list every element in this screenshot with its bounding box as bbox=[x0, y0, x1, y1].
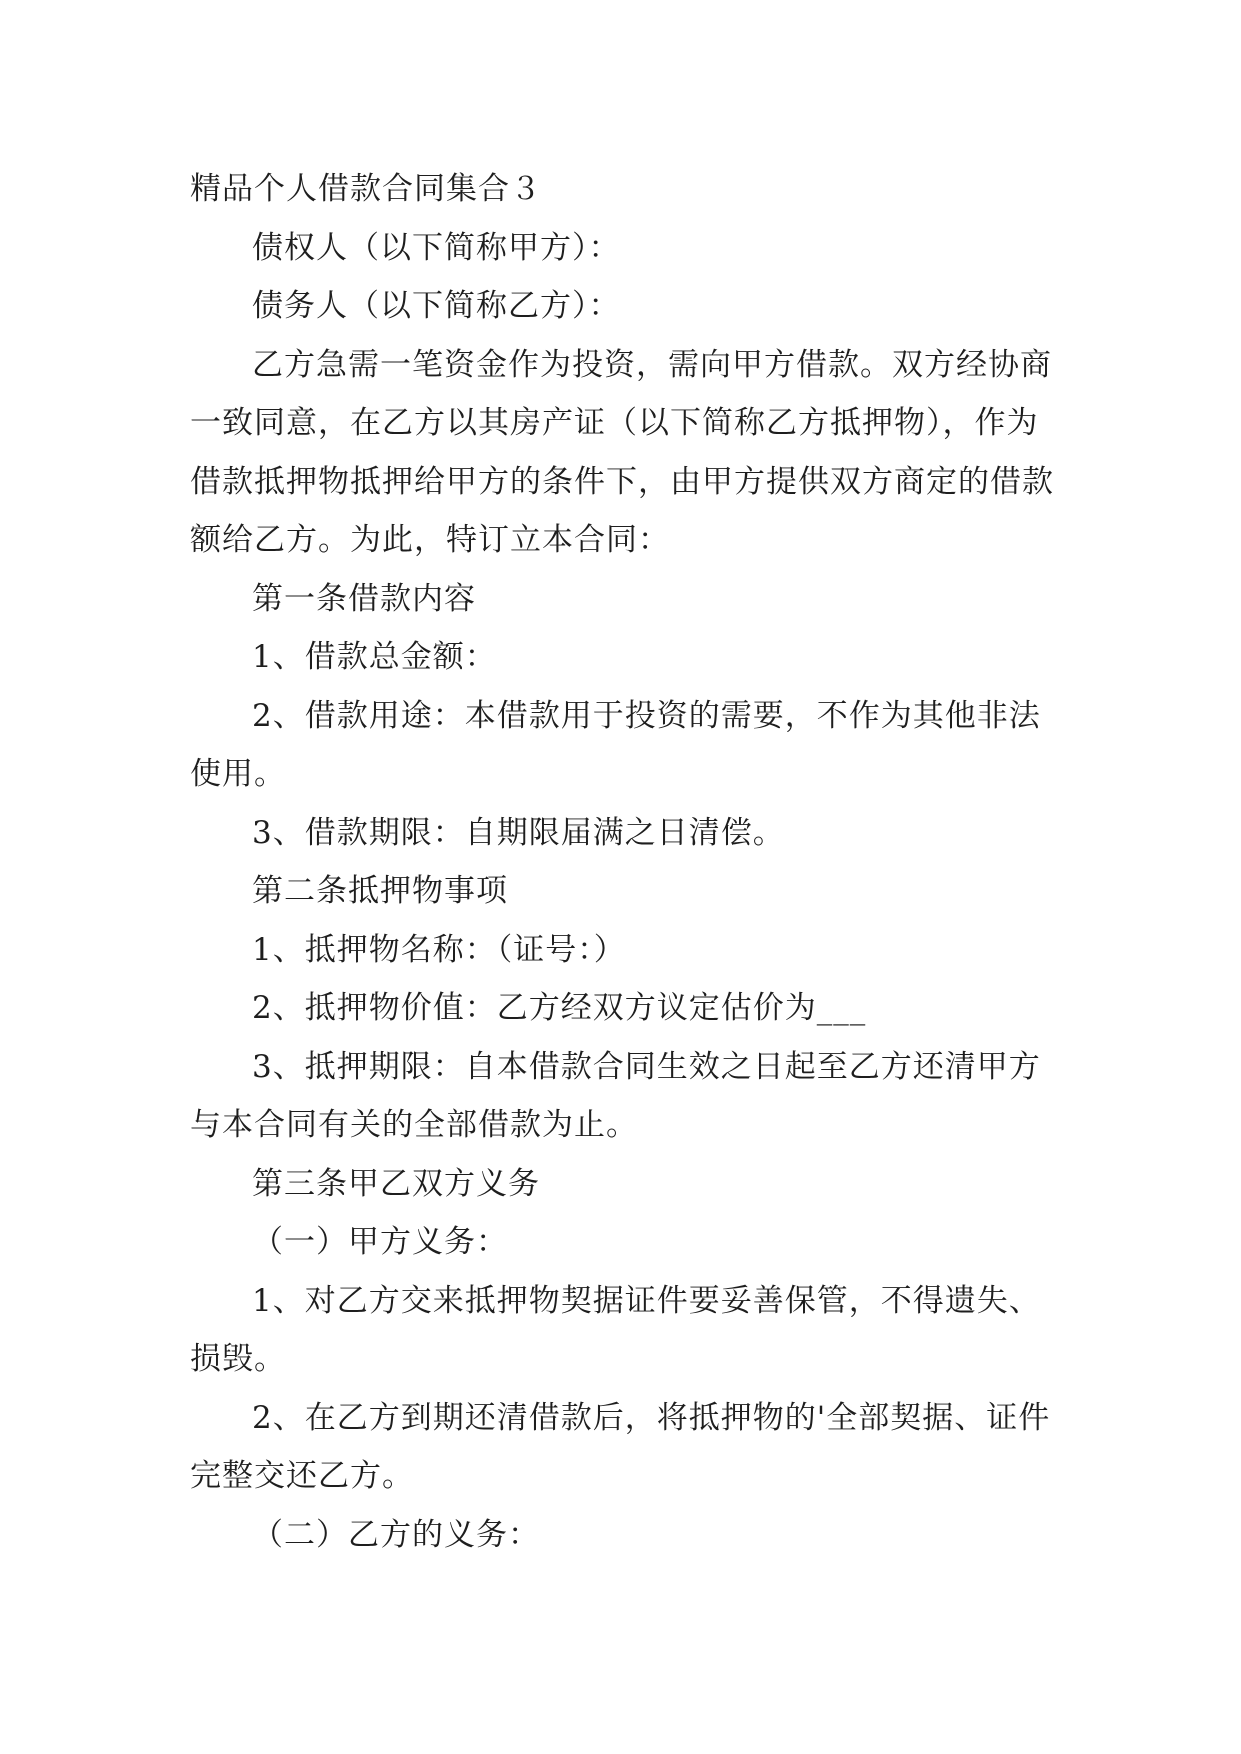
article-1-item-2: 2、借款用途：本借款用于投资的需要，不作为其他非法使用。 bbox=[190, 697, 1041, 792]
article-3-heading: 第三条甲乙双方义务 bbox=[252, 1165, 540, 1202]
article-2-item-3: 3、抵押期限：自本借款合同生效之日起至乙方还清甲方与本合同有关的全部借款为止。 bbox=[190, 1048, 1041, 1143]
preamble-paragraph: 乙方急需一笔资金作为投资，需向甲方借款。双方经协商一致同意，在乙方以其房产证（以下简称乙方抵押物），作为借款抵押物抵押给甲方的条件下，由甲方提供双方商定的借款额给乙方。为此，特订立本合同： bbox=[190, 346, 1054, 558]
party-a-duty-2: 2、在乙方到期还清借款后，将抵押物的'全部契据、证件完整交还乙方。 bbox=[190, 1399, 1051, 1494]
article-1-heading: 第一条借款内容 bbox=[252, 580, 476, 617]
article-1-item-1: 1、借款总金额： bbox=[252, 639, 497, 675]
party-a-duties-heading: （一）甲方义务： bbox=[252, 1224, 508, 1260]
document-body bbox=[190, 160, 1070, 1564]
debtor-line: 债务人（以下简称乙方）： bbox=[252, 288, 621, 324]
party-a-duty-1: 1、对乙方交来抵押物契据证件要妥善保管，不得遗失、损毁。 bbox=[190, 1282, 1041, 1377]
article-2-item-2: 2、抵押物价值：乙方经双方议定估价为___ bbox=[252, 990, 867, 1026]
creditor-line: 债权人（以下简称甲方）： bbox=[252, 229, 621, 266]
article-2-item-1: 1、抵押物名称：（证号：） bbox=[252, 931, 626, 968]
article-2-heading: 第二条抵押物事项 bbox=[252, 873, 508, 909]
document-title: 精品个人借款合同集合３ bbox=[190, 171, 542, 207]
party-b-duties-heading: （二）乙方的义务： bbox=[252, 1516, 540, 1553]
article-1-item-3: 3、借款期限：自期限届满之日清偿。 bbox=[252, 814, 785, 851]
